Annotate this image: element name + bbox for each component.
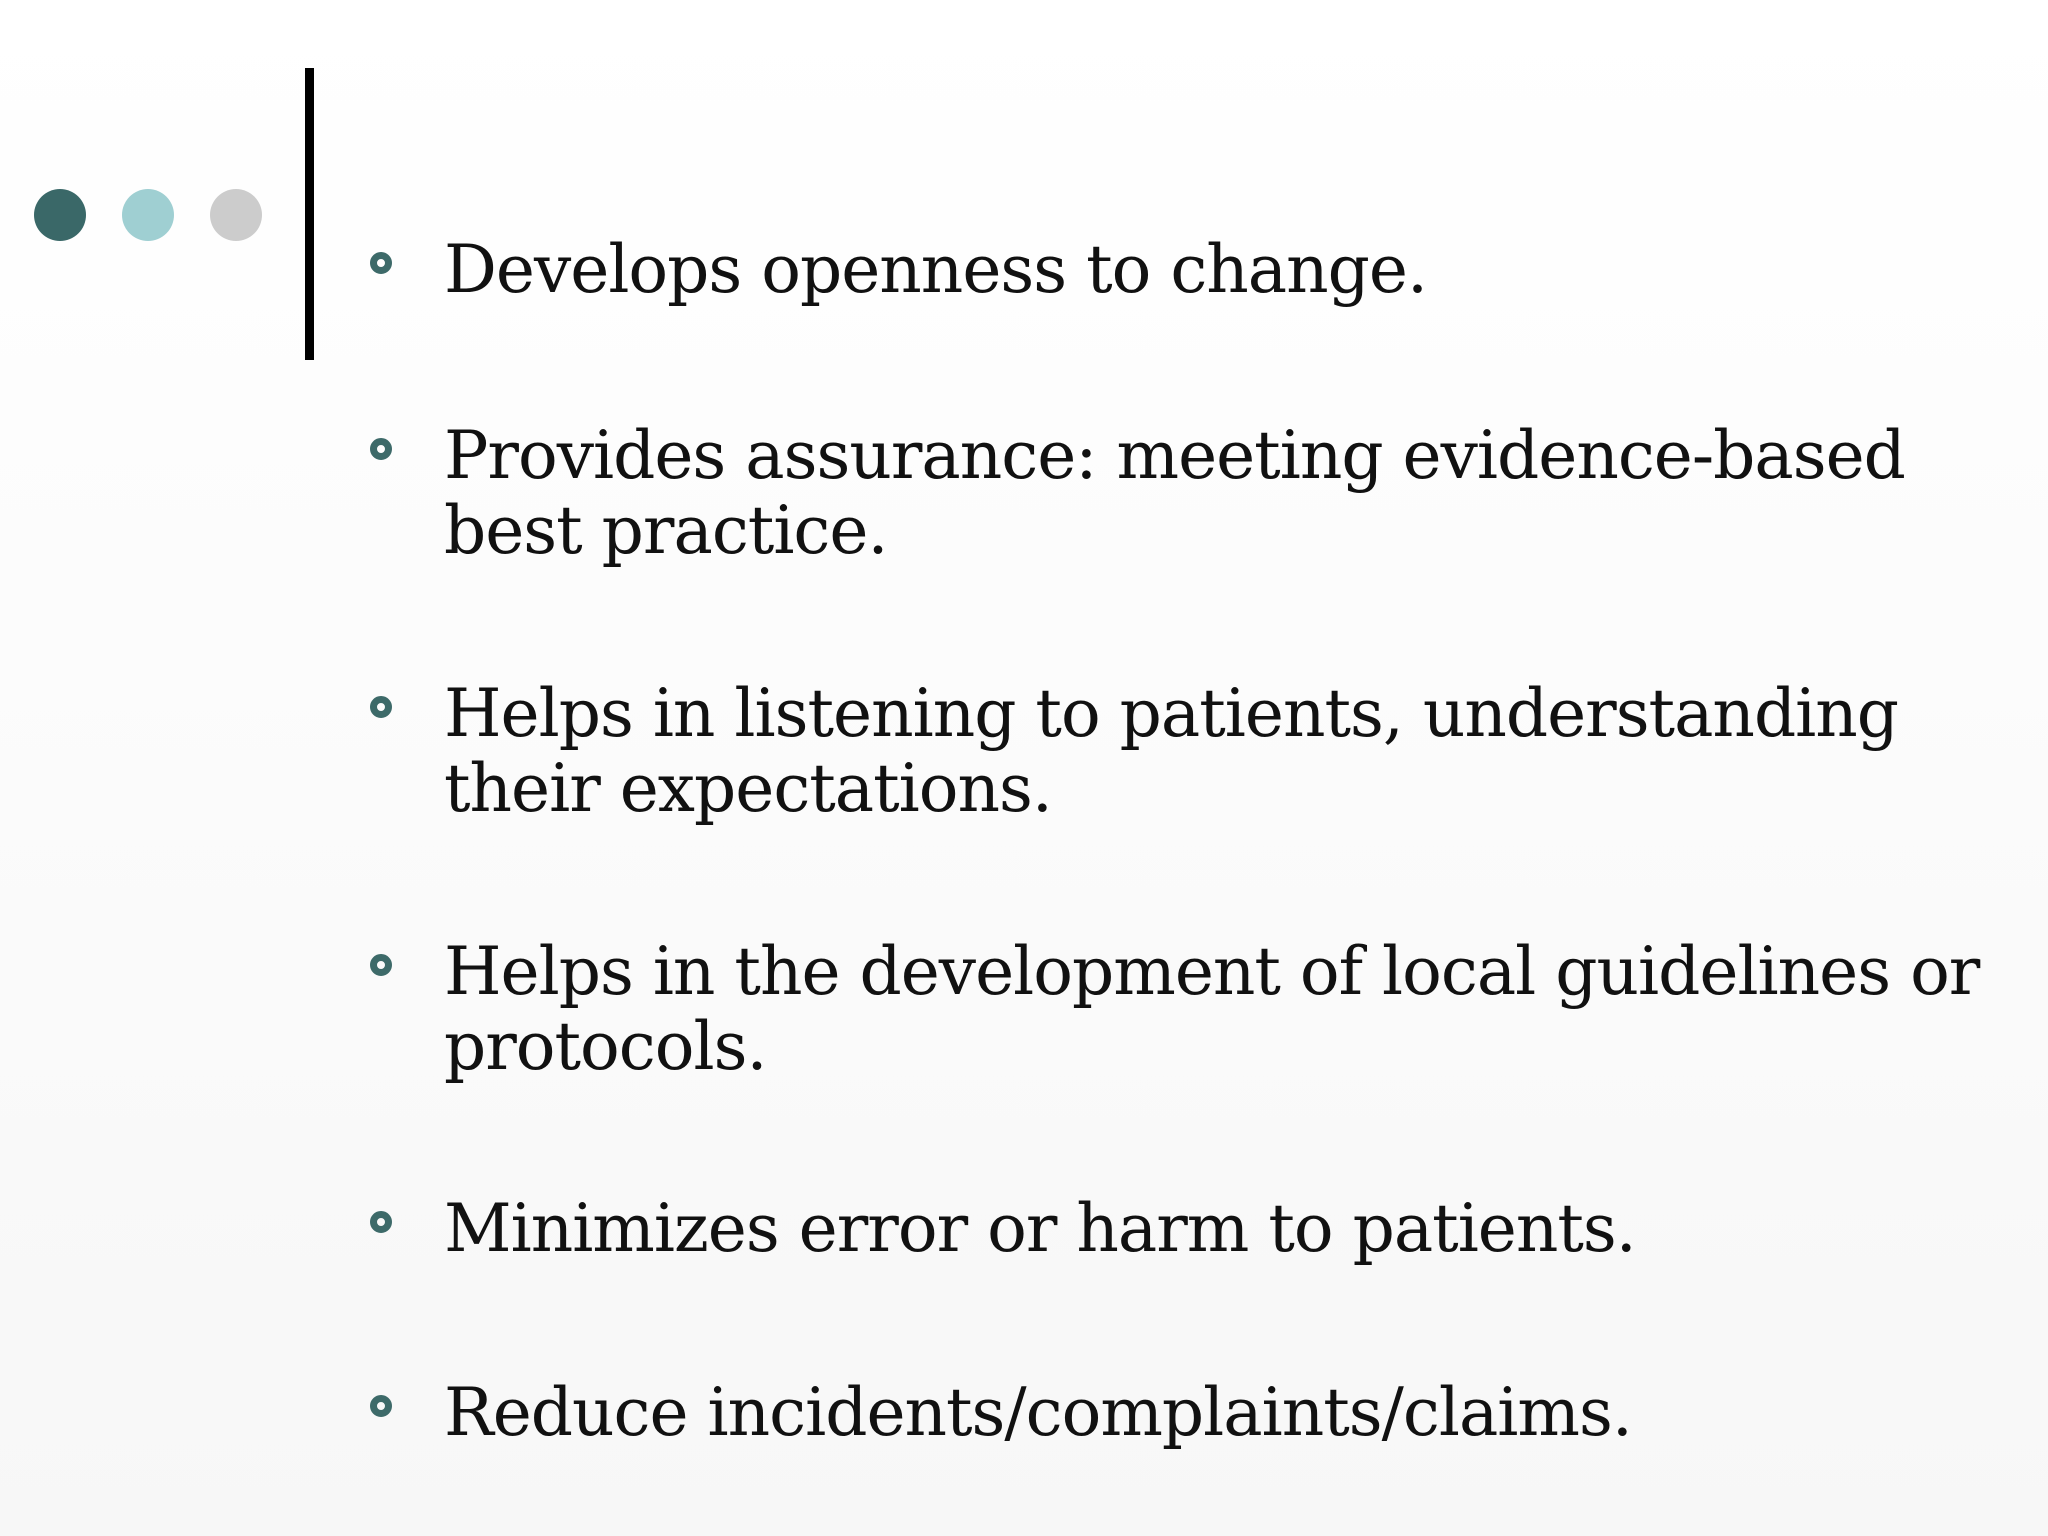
hollow-circle-bullet-icon <box>370 1395 392 1417</box>
hollow-circle-bullet-icon <box>370 438 392 460</box>
bullet-text: Provides assurance: meeting evidence-based best practice. <box>444 417 1905 569</box>
vertical-divider <box>305 68 314 360</box>
dot-icon-dark-teal <box>34 189 86 241</box>
hollow-circle-bullet-icon <box>370 696 392 718</box>
bullet-text: Minimizes error or harm to patients. <box>444 1190 1636 1267</box>
bullet-text: Helps in listening to patients, understanding their expectations. <box>444 675 1899 827</box>
bullet-text: Helps in the development of local guidelines or protocols. <box>444 933 1980 1085</box>
hollow-circle-bullet-icon <box>370 252 392 274</box>
dot-icon-gray <box>210 189 262 241</box>
dot-icon-light-teal <box>122 189 174 241</box>
hollow-circle-bullet-icon <box>370 954 392 976</box>
bullet-list <box>368 0 2008 1536</box>
bullet-text: Develops openness to change. <box>444 231 1427 308</box>
decorative-dots <box>34 189 264 241</box>
hollow-circle-bullet-icon <box>370 1211 392 1233</box>
bullet-text: Reduce incidents/complaints/claims. <box>444 1374 1632 1451</box>
